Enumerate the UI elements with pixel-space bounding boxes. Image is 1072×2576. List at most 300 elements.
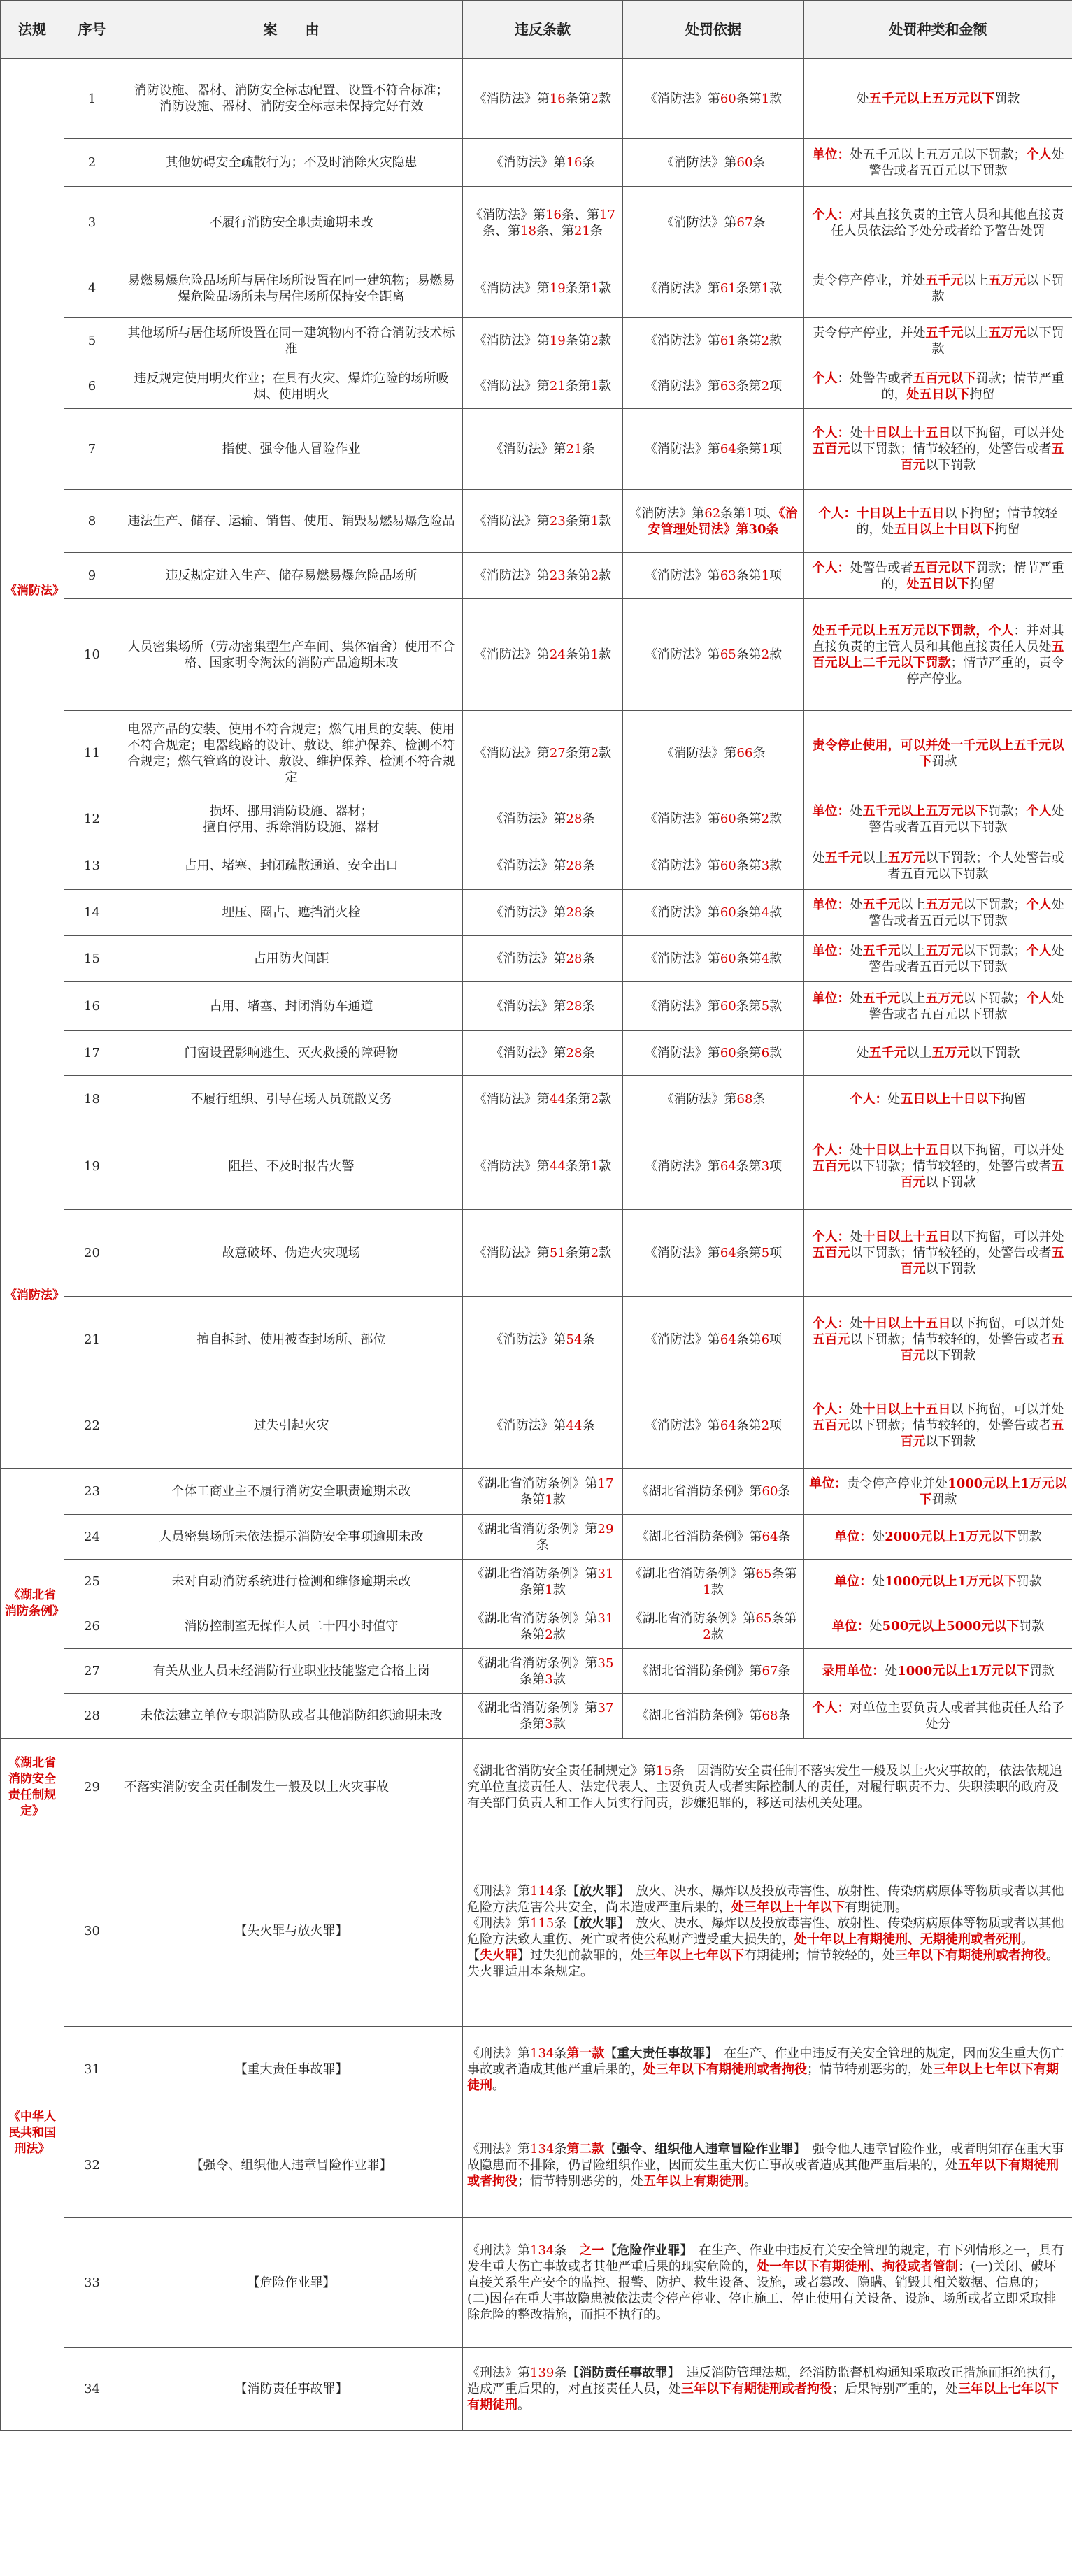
- row-cause: [120, 1383, 463, 1469]
- text-segment: 五万元: [988, 325, 1027, 340]
- row-cause: [120, 139, 463, 187]
- text-segment: 28: [566, 858, 583, 873]
- text-segment: 款: [769, 951, 782, 966]
- text-segment: 项: [769, 379, 782, 394]
- text-segment: 单位：: [831, 1619, 870, 1634]
- row-clause: [463, 1076, 623, 1123]
- row-penalty: [804, 1297, 1072, 1383]
- text-segment: 不履行消防安全职责逾期未改: [209, 215, 373, 230]
- text-segment: 条: [778, 1484, 791, 1499]
- text-segment: 强令、组织他人违章冒险作业罪: [617, 2142, 794, 2157]
- row-penalty: [804, 1031, 1072, 1076]
- text-segment: 64: [762, 1530, 778, 1544]
- table-row: [1, 890, 1072, 936]
- text-segment: 五年以下有期徒刑或者拘役: [467, 2158, 1059, 2189]
- text-segment: 款: [710, 1582, 724, 1597]
- text-segment: 放火罪: [579, 1883, 617, 1899]
- row-clause: [463, 599, 623, 711]
- text-segment: 条第: [736, 1159, 762, 1174]
- text-segment: 16: [566, 155, 583, 170]
- text-segment: 51: [549, 1246, 566, 1260]
- row-clause: [463, 490, 623, 553]
- row-cause: [120, 1031, 463, 1076]
- text-segment: 款: [599, 746, 612, 761]
- text-segment: 【: [604, 2046, 617, 2061]
- text-segment: 以下罚款: [925, 1262, 976, 1276]
- text-segment: 64: [720, 442, 736, 456]
- text-segment: 44: [549, 1159, 566, 1174]
- text-segment: 。失火罪适用本条规定。: [467, 1948, 1059, 1979]
- row-cause: [120, 711, 463, 796]
- text-segment: 款: [599, 379, 612, 394]
- text-segment: 《消防法》第: [473, 647, 550, 662]
- text-segment: 条第: [736, 999, 762, 1014]
- text-segment: 条第: [736, 379, 762, 394]
- row-cause: [120, 1649, 463, 1694]
- text-segment: 《湖北省消防条例》第: [471, 1611, 598, 1626]
- header-penalty: 处罚种类和金额: [804, 1, 1072, 59]
- text-segment: 60: [720, 812, 736, 826]
- text-segment: 款: [769, 858, 782, 873]
- text-segment: 有关从业人员未经消防行业职业技能鉴定合格上岗: [152, 1664, 430, 1678]
- text-segment: 人员密集场所（劳动密集型生产车间、集体宿舍）使用不合格、国家明令淘汰的消防产品逾期未改: [127, 639, 455, 670]
- text-segment: 拘留: [994, 521, 1020, 537]
- text-segment: 十日以上十五日: [862, 1143, 951, 1158]
- text-segment: 个体工商业主不履行消防安全职责逾期未改: [171, 1484, 411, 1499]
- row-clause: [463, 1210, 623, 1297]
- text-segment: 《消防法》第: [644, 905, 720, 920]
- text-segment: 五百元: [812, 1246, 850, 1260]
- row-basis: [623, 1560, 804, 1604]
- text-segment: 条: [752, 155, 766, 170]
- text-segment: 条第: [736, 1418, 762, 1433]
- text-segment: 1: [703, 1582, 711, 1597]
- text-segment: 罚款: [931, 1492, 957, 1507]
- text-segment: 五百元: [900, 1159, 1064, 1190]
- text-segment: 款: [599, 91, 612, 106]
- text-segment: 】 强令他人违章冒险作业，或者明知存在重大事故隐患而不排除，仍冒险组织作业，因而发生重大伤亡事故或者造成其他严重后果的，处: [467, 2142, 1064, 2173]
- text-segment: ：并对其直接负责的主管人员和其他直接责任人员处: [812, 623, 1064, 654]
- text-segment: 63: [720, 568, 736, 583]
- text-segment: 以下罚款: [925, 1348, 976, 1363]
- text-segment: ；情节特别恶劣的，处: [807, 2062, 933, 2077]
- table-row: [1, 1836, 1072, 2027]
- text-segment: 】 违反消防管理法规，经消防监督机构通知采取改正措施而拒绝执行，造成严重后果的，对直接责任人员，处: [467, 2366, 1064, 2396]
- text-segment: 单位：: [834, 1574, 873, 1589]
- text-segment: 条: [582, 812, 595, 826]
- text-segment: 处: [850, 1402, 863, 1417]
- text-segment: 《治安管理处罚法》第30条: [648, 505, 798, 537]
- text-segment: 拘留: [1001, 1092, 1027, 1107]
- text-segment: 条: [778, 1664, 791, 1678]
- text-segment: 】 在生产、作业中违反有关安全管理的规定，因而发生重大伤亡事故或者造成其他严重后果的，: [467, 2046, 1064, 2077]
- text-segment: 条: [778, 1530, 791, 1544]
- text-segment: 《刑法》第: [467, 2243, 530, 2258]
- row-penalty: [804, 890, 1072, 936]
- text-segment: 条第: [736, 568, 762, 583]
- text-segment: 2: [590, 91, 599, 106]
- text-segment: 款: [552, 1492, 566, 1507]
- text-segment: 条第: [736, 647, 762, 662]
- text-segment: 24: [549, 647, 566, 662]
- text-segment: 五百元: [812, 1418, 850, 1433]
- text-segment: 《湖北省消防条例》第: [636, 1530, 762, 1544]
- text-segment: ；情节严重的，责令停产停业。: [906, 655, 1064, 686]
- text-segment: 未依法建立单位专职消防队或者其他消防组织逾期未改: [140, 1708, 443, 1723]
- text-segment: 五百元: [900, 1246, 1064, 1276]
- text-segment: 个人：: [812, 560, 850, 575]
- text-segment: 条: [536, 1537, 549, 1553]
- row-number: 8: [64, 490, 120, 553]
- text-segment: 1: [590, 379, 599, 394]
- text-segment: 以下罚款；情节较轻的，处警告或者: [850, 1159, 1052, 1174]
- text-segment: 个人: [1026, 897, 1052, 912]
- text-segment: 五千元: [925, 273, 964, 288]
- text-segment: 三年以下有期徒刑或者拘役: [681, 2382, 832, 2396]
- row-penalty: [804, 364, 1072, 409]
- row-penalty: [463, 1836, 1072, 2027]
- text-segment: 单位：: [812, 147, 850, 162]
- text-segment: 。: [744, 2174, 757, 2189]
- text-segment: 条第: [736, 333, 762, 348]
- text-segment: 放火罪: [579, 1915, 617, 1931]
- text-segment: 危险作业罪: [617, 2243, 680, 2258]
- row-basis: [623, 1031, 804, 1076]
- text-segment: 】过失犯前款罪的，处: [517, 1948, 643, 1963]
- table-row: [1, 1031, 1072, 1076]
- row-cause: 【消防责任事故罪】: [120, 2348, 463, 2431]
- text-segment: 31: [597, 1611, 614, 1626]
- row-number: 34: [64, 2348, 120, 2431]
- text-segment: 《消防法》第: [644, 858, 720, 873]
- text-segment: 款: [769, 905, 782, 920]
- text-segment: 十日以上十五日: [862, 1316, 951, 1331]
- row-number: 28: [64, 1694, 120, 1739]
- header-number: 序号: [64, 1, 120, 59]
- text-segment: 60: [720, 91, 736, 106]
- text-segment: 条: [582, 905, 595, 920]
- text-segment: 以上: [862, 850, 888, 865]
- text-segment: 五百元以下: [913, 370, 976, 386]
- row-cause: [120, 796, 463, 842]
- text-segment: 五万元: [925, 943, 964, 958]
- text-segment: 。: [517, 2398, 530, 2412]
- text-segment: 五百元: [812, 1159, 850, 1174]
- text-segment: 条第: [736, 858, 762, 873]
- text-segment: 十日以上十五日: [862, 1230, 951, 1244]
- table-row: [1, 259, 1072, 318]
- text-segment: 《湖北省消防安全责任制规定》第: [467, 1764, 656, 1778]
- table-row: [1, 1383, 1072, 1469]
- text-segment: 以上: [900, 943, 926, 958]
- text-segment: 28: [566, 905, 583, 920]
- text-segment: 《消防法》第: [644, 1046, 720, 1060]
- row-basis: [623, 1383, 804, 1469]
- text-segment: 处警告或者五百元以下罚款: [869, 943, 1064, 974]
- text-segment: 三年以上七年以下有期徒刑: [467, 2062, 1059, 2093]
- row-penalty: [804, 796, 1072, 842]
- text-segment: 条: [752, 746, 766, 761]
- row-cause: 不落实消防安全责任制发生一般及以上火灾事故: [120, 1739, 463, 1836]
- text-segment: 条第: [565, 647, 591, 662]
- row-clause: [463, 1297, 623, 1383]
- text-segment: 条: [582, 858, 595, 873]
- text-segment: 《消防法》第: [490, 951, 566, 966]
- text-segment: 2: [545, 1627, 553, 1642]
- text-segment: 《消防法》第: [473, 333, 550, 348]
- table-row: [1, 1649, 1072, 1694]
- row-clause: [463, 842, 623, 890]
- text-segment: 2: [761, 1418, 770, 1433]
- text-segment: 64: [720, 1332, 736, 1347]
- row-clause: [463, 1649, 623, 1694]
- text-segment: 条第: [736, 442, 762, 456]
- text-segment: 款: [769, 281, 782, 296]
- text-segment: 《刑法》第: [467, 2366, 530, 2380]
- text-segment: 2: [761, 647, 770, 662]
- row-number: 20: [64, 1210, 120, 1297]
- row-cause: [120, 982, 463, 1031]
- text-segment: 67: [736, 215, 753, 230]
- table-row: [1, 2348, 1072, 2431]
- text-segment: 个人: [812, 370, 838, 386]
- table-row: [1, 1560, 1072, 1604]
- text-segment: 处: [869, 1619, 882, 1634]
- law-group-cell: 《消防法》: [1, 59, 64, 1123]
- text-segment: 17: [597, 1476, 614, 1491]
- row-clause: [463, 1031, 623, 1076]
- row-basis: [623, 1649, 804, 1694]
- text-segment: 条: [589, 223, 603, 238]
- text-segment: 条第: [736, 91, 762, 106]
- text-segment: 五千元: [862, 991, 901, 1006]
- text-segment: 以下罚款: [925, 458, 976, 473]
- text-segment: 《消防法》第: [644, 442, 720, 456]
- text-segment: 以下罚款: [931, 325, 1064, 357]
- row-penalty: [804, 187, 1072, 259]
- text-segment: 三年以下有期徒刑或者拘役: [895, 1948, 1046, 1963]
- text-segment: 《消防法》第: [490, 858, 566, 873]
- text-segment: 】 放火、决水、爆炸以及投放毒害性、放射性、传染病病原体等物质或者以其他危险方法致人重伤、死亡或者使公私财产遭受重大损失的，: [467, 1915, 1064, 1947]
- text-segment: 64: [720, 1418, 736, 1433]
- text-segment: 个人：: [812, 1143, 850, 1158]
- row-cause: [120, 1123, 463, 1210]
- text-segment: 《湖北省消防条例》第: [629, 1566, 756, 1581]
- text-segment: 61: [720, 281, 736, 296]
- row-penalty: [804, 1560, 1072, 1604]
- text-segment: 五千元以上五万元以下: [862, 803, 989, 819]
- text-segment: 21: [549, 379, 566, 394]
- text-segment: 条: [582, 1418, 595, 1433]
- text-segment: 处五千元以上五万元以下罚款；: [850, 147, 1027, 162]
- row-number: 22: [64, 1383, 120, 1469]
- text-segment: 1: [590, 514, 599, 528]
- text-segment: 处警告或者五百元以下罚款: [869, 991, 1064, 1022]
- text-segment: 五千元: [824, 850, 863, 865]
- row-cause: [120, 364, 463, 409]
- text-segment: 款: [769, 333, 782, 348]
- text-segment: 责令停产停业并处: [847, 1476, 948, 1491]
- text-segment: 单位：: [812, 991, 850, 1006]
- text-segment: 《刑法》第: [467, 2142, 530, 2157]
- text-segment: 【: [604, 2243, 617, 2258]
- table-row: [1, 59, 1072, 139]
- text-segment: 处五千元以上五万元以下罚款，: [812, 623, 989, 638]
- text-segment: 罚款: [994, 91, 1020, 106]
- text-segment: 第一款: [566, 2046, 605, 2061]
- text-segment: 《消防法》第: [473, 514, 550, 528]
- text-segment: 《消防法》第: [644, 1246, 720, 1260]
- table-row: [1, 2113, 1072, 2218]
- text-segment: 条第: [520, 1627, 545, 1642]
- text-segment: 款: [552, 1716, 566, 1732]
- text-segment: 罚款；: [988, 803, 1027, 819]
- text-segment: 《湖北省消防条例》第: [471, 1700, 598, 1715]
- text-segment: 拘留: [969, 387, 995, 402]
- text-segment: 人员密集场所未依法提示消防安全事项逾期未改: [159, 1530, 424, 1544]
- row-cause: [120, 553, 463, 599]
- row-clause: [463, 187, 623, 259]
- text-segment: 以下拘留，可以并处: [950, 426, 1064, 440]
- text-segment: 条: [554, 2142, 567, 2157]
- text-segment: 责令停产停业，并处: [812, 325, 926, 340]
- text-segment: 28: [566, 951, 583, 966]
- text-segment: 16: [545, 207, 562, 222]
- text-segment: 五千元: [862, 897, 901, 912]
- text-segment: 消防责任事故罪: [579, 2366, 668, 2380]
- text-segment: 条: [752, 1092, 766, 1107]
- row-cause: 【失火罪与放火罪】: [120, 1836, 463, 2027]
- text-segment: 款: [599, 1246, 612, 1260]
- row-penalty: [804, 490, 1072, 553]
- text-segment: 条【: [554, 1883, 580, 1899]
- text-segment: 】 在生产、作业中违反有关安全管理的规定，有下列情形之一，具有发生重大伤亡事故或者其他严重后果的现实危险的，: [467, 2243, 1064, 2274]
- row-clause: [463, 1694, 623, 1739]
- row-number: 30: [64, 1836, 120, 2027]
- text-segment: 《消防法》第: [490, 999, 566, 1014]
- text-segment: 项: [769, 1246, 782, 1260]
- row-penalty: [804, 139, 1072, 187]
- row-cause: [120, 890, 463, 936]
- text-segment: 1: [745, 505, 754, 521]
- row-number: 9: [64, 553, 120, 599]
- row-cause: [120, 842, 463, 890]
- text-segment: ；后果特别严重的，处: [832, 2382, 958, 2396]
- text-segment: 违反规定使用明火作业；在具有火灾、爆炸危险的场所吸烟、使用明火: [134, 370, 449, 402]
- text-segment: 处三年以下有期徒刑或者拘役: [643, 2062, 807, 2077]
- table-row: [1, 599, 1072, 711]
- law-group-cell: 《中华人民共和国刑法》: [1, 1836, 64, 2431]
- row-cause: [120, 187, 463, 259]
- row-clause: [463, 1383, 623, 1469]
- text-segment: 款: [599, 647, 612, 662]
- text-segment: 款: [769, 91, 782, 106]
- text-segment: 16: [549, 91, 566, 106]
- text-segment: 以下罚款: [931, 273, 1064, 304]
- text-segment: 违反规定进入生产、储存易燃易爆危险品场所: [165, 568, 417, 583]
- text-segment: 《消防法》第: [470, 207, 546, 222]
- text-segment: 处: [850, 1316, 863, 1331]
- text-segment: 62: [704, 505, 721, 521]
- text-segment: 《刑法》第: [467, 2046, 530, 2061]
- text-segment: 处: [885, 1664, 898, 1678]
- text-segment: 《消防法》第: [644, 1159, 720, 1174]
- table-body: [1, 59, 1072, 2431]
- text-segment: 以下拘留；情节较轻的，处: [856, 505, 1058, 537]
- row-number: 11: [64, 711, 120, 796]
- text-segment: 1: [545, 1582, 553, 1597]
- row-basis: [623, 1123, 804, 1210]
- text-segment: 条第: [565, 1246, 591, 1260]
- row-cause: [120, 1560, 463, 1604]
- text-segment: 条、第: [536, 223, 574, 238]
- text-segment: 以下拘留，可以并处: [950, 1316, 1064, 1331]
- text-segment: 处: [850, 803, 863, 819]
- text-segment: 录用单位：: [822, 1664, 885, 1678]
- text-segment: 之一: [579, 2243, 605, 2258]
- row-number: 16: [64, 982, 120, 1031]
- text-segment: 21: [566, 442, 583, 456]
- row-penalty: [804, 1383, 1072, 1469]
- text-segment: 消防控制室无操作人员二十四小时值守: [184, 1619, 399, 1634]
- text-segment: 未对自动消防系统进行检测和维修逾期未改: [171, 1574, 411, 1589]
- text-segment: 处一年以下有期徒刑、拘役或者管制: [757, 2259, 958, 2274]
- text-segment: 五年以上有期徒刑: [643, 2174, 744, 2189]
- text-segment: 《消防法》第: [644, 812, 720, 826]
- text-segment: 《湖北省消防条例》第: [471, 1476, 598, 1491]
- row-basis: [623, 187, 804, 259]
- text-segment: 条第: [565, 281, 591, 296]
- text-segment: 3: [761, 1159, 770, 1174]
- text-segment: 2: [590, 568, 599, 583]
- row-number: 13: [64, 842, 120, 890]
- text-segment: 处: [850, 426, 863, 440]
- text-segment: 【: [604, 2142, 617, 2157]
- text-segment: 60: [762, 1484, 778, 1499]
- row-number: 12: [64, 796, 120, 842]
- row-cause: [120, 599, 463, 711]
- row-clause: [463, 936, 623, 982]
- text-segment: 五日以上十日以下: [894, 521, 995, 537]
- text-segment: 67: [762, 1664, 778, 1678]
- text-segment: 68: [736, 1092, 753, 1107]
- table-row: [1, 364, 1072, 409]
- row-penalty: [804, 982, 1072, 1031]
- header-row: [1, 1, 1072, 59]
- text-segment: 《消防法》第: [661, 1092, 737, 1107]
- text-segment: 门窗设置影响逃生、灭火救援的障碍物: [184, 1046, 399, 1060]
- header-basis: 处罚依据: [623, 1, 804, 59]
- text-segment: 19: [549, 333, 566, 348]
- text-segment: 处十年以上有期徒刑、无期徒刑或者死刑: [794, 1931, 1021, 1947]
- text-segment: 60: [736, 155, 753, 170]
- text-segment: 个人：: [812, 1700, 850, 1715]
- text-segment: 4: [761, 951, 770, 966]
- text-segment: 款: [599, 568, 612, 583]
- text-segment: 项: [769, 1159, 782, 1174]
- text-segment: 五百元: [900, 442, 1064, 473]
- text-segment: 《消防法》第: [644, 333, 720, 348]
- text-segment: 《刑法》第: [467, 1883, 530, 1899]
- text-segment: 五千元以上五万元以下: [869, 91, 995, 106]
- text-segment: 《消防法》第: [490, 1046, 566, 1060]
- text-segment: 条第: [520, 1716, 545, 1732]
- text-segment: 处: [812, 850, 825, 865]
- text-segment: 处三年以上十年以下: [731, 1899, 845, 1915]
- row-penalty: [804, 1469, 1072, 1515]
- law-group-cell: 《消防法》: [1, 1123, 64, 1469]
- table-row: [1, 139, 1072, 187]
